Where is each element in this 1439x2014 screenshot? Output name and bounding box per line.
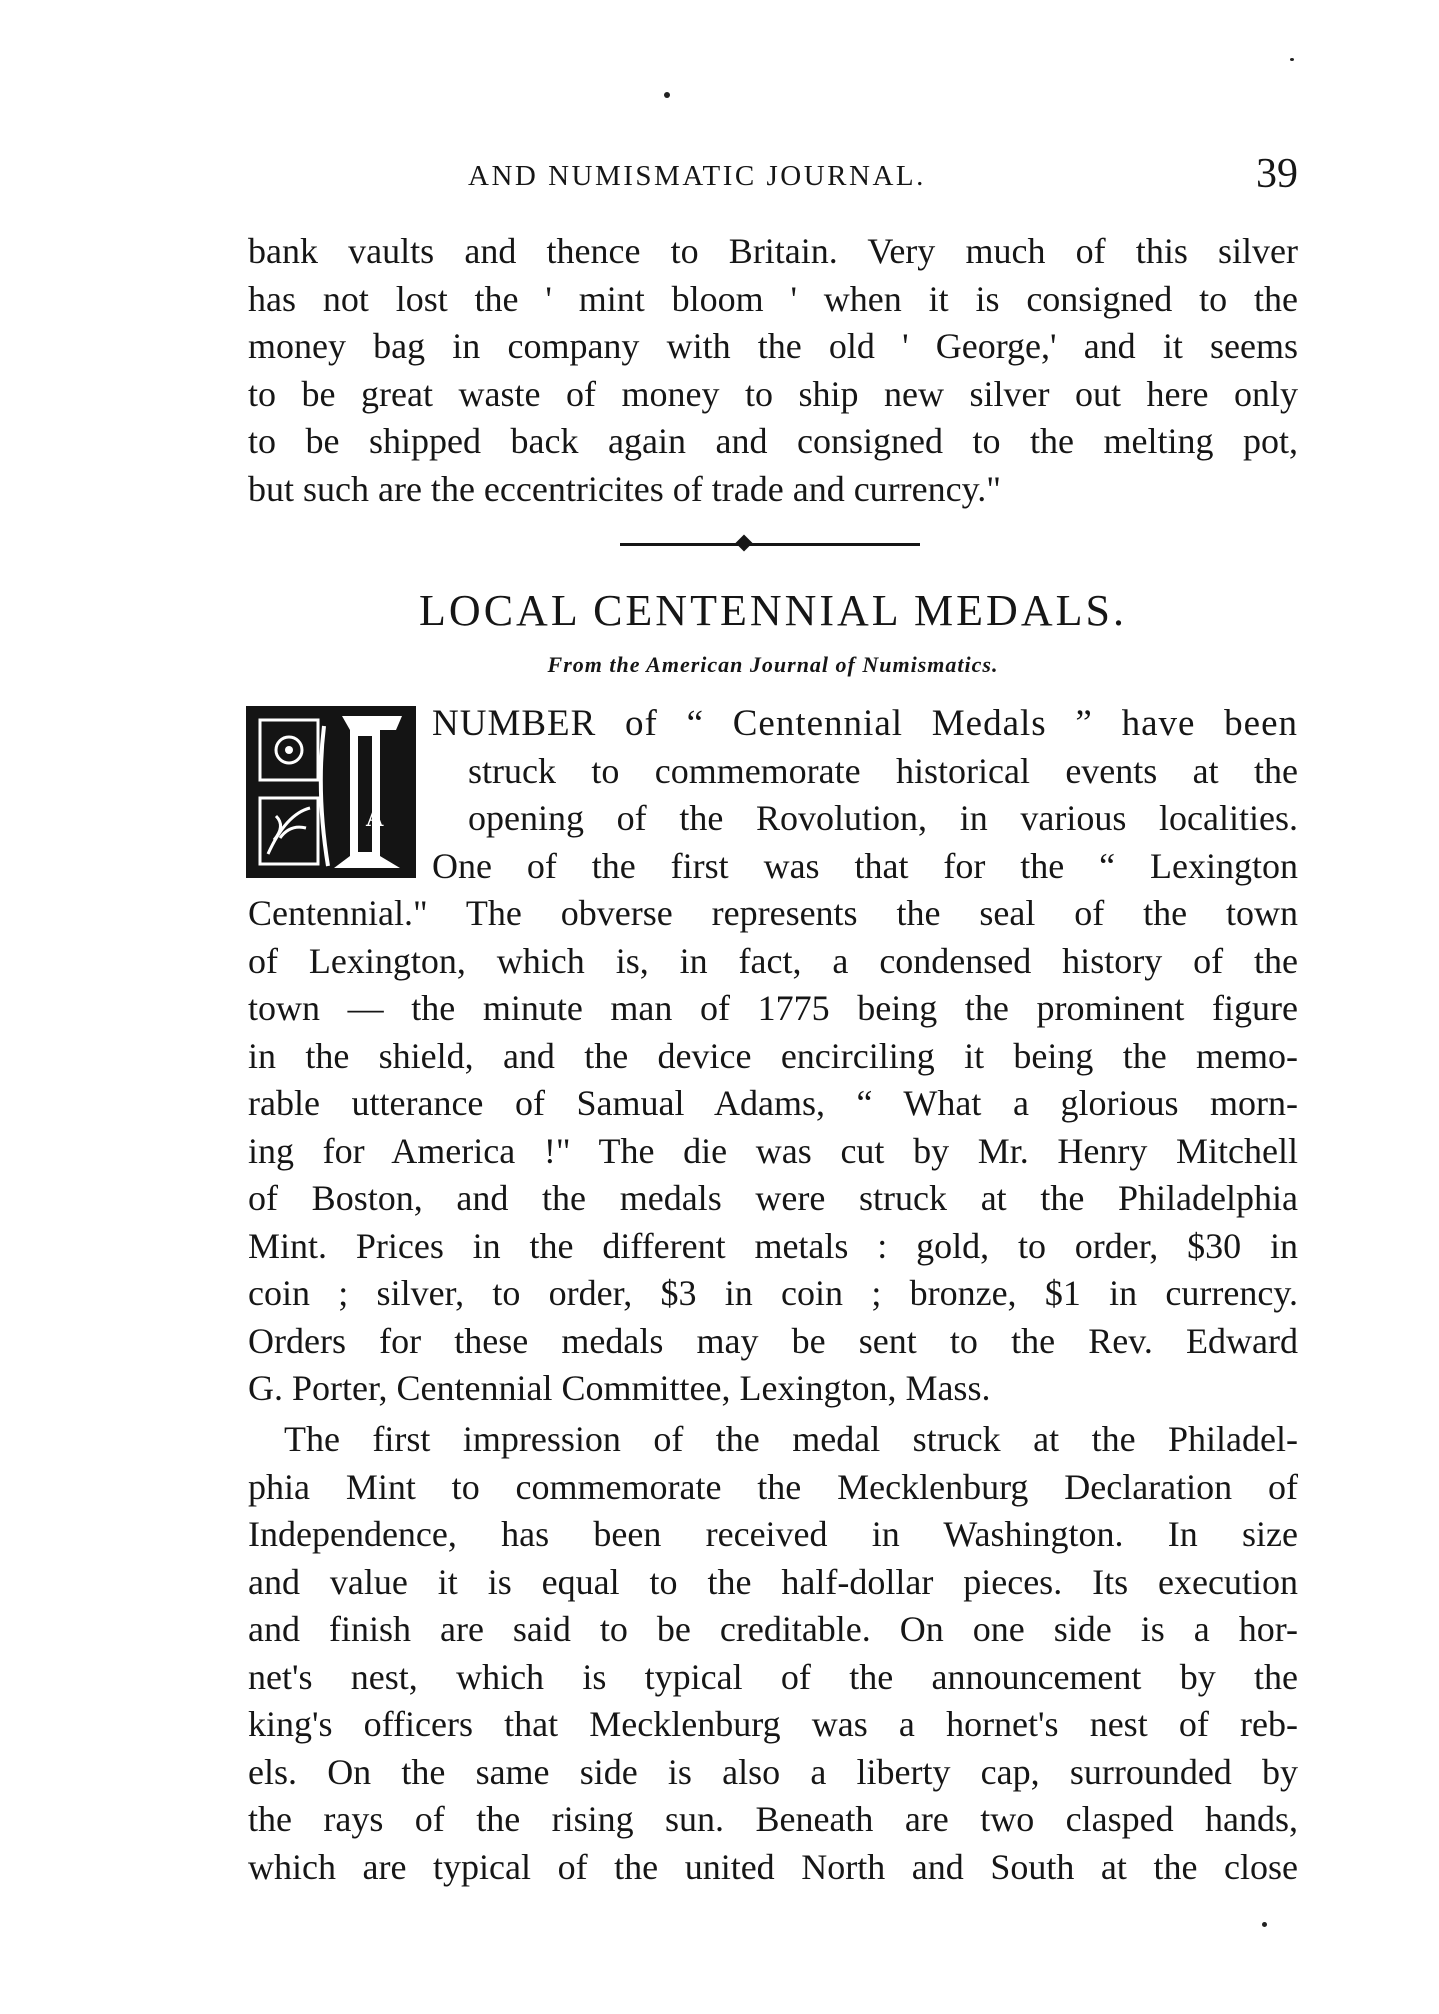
text-line: but such are the eccentricites of trade and currency." bbox=[248, 468, 1001, 509]
continuation-paragraph bbox=[248, 228, 1298, 513]
text-line: phia Mint to commemorate the Mecklenburg Declaration of bbox=[248, 1466, 1298, 1507]
text-line: and finish are said to be creditable. On one side is a hor- bbox=[248, 1609, 1298, 1649]
text-line: Orders for these medals may be sent to the Rev. Edward bbox=[248, 1320, 1298, 1361]
running-head: AND NUMISMATIC JOURNAL. bbox=[468, 160, 926, 192]
print-speck bbox=[1262, 1922, 1267, 1927]
text-line: els. On the same side is also a liberty cap, surrounded by bbox=[248, 1751, 1298, 1792]
text-line: One of the first was that for the “ Lexington bbox=[432, 845, 1298, 886]
text-line: rable utterance of Samual Adams, “ What a glorious morn- bbox=[248, 1083, 1298, 1123]
text-line: of Boston, and the medals were struck at the Philadelphia bbox=[248, 1178, 1298, 1218]
text-line: which are typical of the united North and South at the close bbox=[248, 1846, 1298, 1887]
text-line: money bag in company with the old ' George,' and it seems bbox=[248, 326, 1298, 366]
text-line: the rays of the rising sun. Beneath are two clasped hands, bbox=[248, 1799, 1298, 1839]
decorated-initial-a bbox=[246, 706, 416, 878]
text-line: The first impression of the medal struck at the Philadel- bbox=[284, 1419, 1298, 1459]
page-header bbox=[248, 150, 1298, 210]
divider-ornament bbox=[736, 535, 753, 552]
text-line: bank vaults and thence to Britain. Very much of this silver bbox=[248, 231, 1298, 271]
print-speck bbox=[664, 92, 670, 98]
intro-lines bbox=[432, 700, 1298, 890]
text-line: ing for America !" The die was cut by Mr. Henry Mitchell bbox=[248, 1130, 1298, 1171]
text-line: net's nest, which is typical of the announcement by the bbox=[248, 1656, 1298, 1697]
drop-cap-letter: A bbox=[366, 804, 384, 832]
text-line: G. Porter, Centennial Committee, Lexington, Mass. bbox=[248, 1368, 991, 1408]
text-line: of Lexington, which is, in fact, a condensed history of the bbox=[248, 940, 1298, 981]
text-line: town — the minute man of 1775 being the prominent figure bbox=[248, 988, 1298, 1028]
paragraph-mecklenburg bbox=[248, 1416, 1298, 1891]
text-line: opening of the Rovolution, in various localities. bbox=[468, 798, 1298, 838]
text-line: has not lost the ' mint bloom ' when it is consigned to the bbox=[248, 278, 1298, 319]
text-line: to be shipped back again and consigned to the melting pot, bbox=[248, 421, 1298, 461]
text-line: king's officers that Mecklenburg was a hornet's nest of reb- bbox=[248, 1704, 1298, 1744]
article-source: From the American Journal of Numismatics. bbox=[547, 652, 999, 677]
text-line: and value it is equal to the half-dollar pieces. Its execution bbox=[248, 1561, 1298, 1602]
text-line: to be great waste of money to ship new silver out here only bbox=[248, 373, 1298, 414]
article-title: LOCAL CENTENNIAL MEDALS. bbox=[419, 586, 1127, 635]
text-line: Independence, has been received in Washington. In size bbox=[248, 1514, 1298, 1554]
page-number: 39 bbox=[1256, 151, 1298, 197]
text-line: coin ; silver, to order, $3 in coin ; bronze, $1 in currency. bbox=[248, 1273, 1298, 1313]
text-line: Centennial." The obverse represents the seal of the town bbox=[248, 893, 1298, 933]
text-line: NUMBER of “ Centennial Medals ” have been bbox=[432, 703, 1298, 744]
paragraph-lexington bbox=[248, 890, 1298, 1413]
text-line: in the shield, and the device encirciling it being the memo- bbox=[248, 1035, 1298, 1076]
text-line: Mint. Prices in the different metals : gold, to order, $30 in bbox=[248, 1225, 1298, 1266]
print-speck bbox=[1290, 58, 1294, 61]
section-divider-rule bbox=[620, 543, 920, 546]
text-line: struck to commemorate historical events at the bbox=[468, 750, 1298, 791]
